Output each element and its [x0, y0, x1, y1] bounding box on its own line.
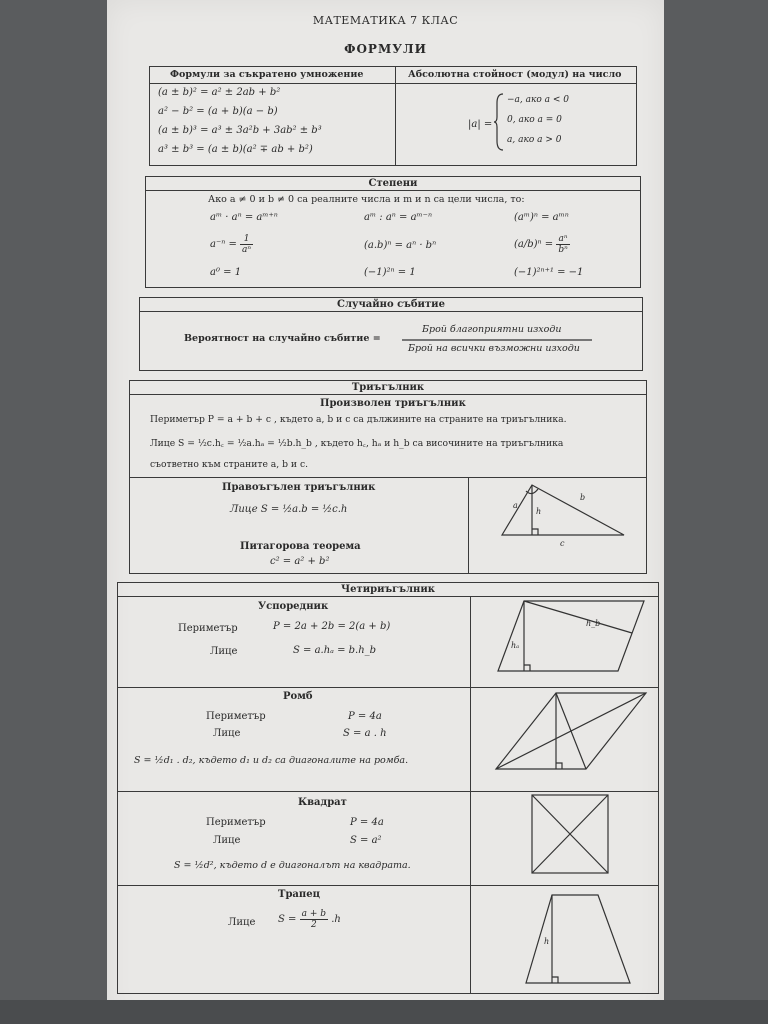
- right-triangle-area: Лице S = ½a.b = ½c.h: [230, 504, 348, 515]
- parallelogram-perimeter-label: Периметър: [178, 623, 238, 634]
- section-quadrilateral: [117, 582, 659, 994]
- power-product: aᵐ · aⁿ = aᵐ⁺ⁿ: [210, 212, 278, 223]
- power-zero: a⁰ = 1: [210, 267, 242, 278]
- section-random-event: [139, 297, 643, 371]
- arbitrary-triangle-title: Произволен триъгълник: [320, 398, 466, 409]
- power-of-product: (a.b)ⁿ = aⁿ · bⁿ: [364, 240, 437, 251]
- square-perimeter: P = 4a: [350, 817, 384, 828]
- formula-square: (a ± b)² = a² ± 2ab + b²: [158, 87, 281, 98]
- powers-header: Степени: [146, 177, 640, 191]
- section-triangle: [129, 380, 647, 574]
- square-perimeter-label: Периметър: [206, 817, 266, 828]
- rhombus-perimeter: P = 4a: [348, 711, 382, 722]
- rhombus-perimeter-label: Периметър: [206, 711, 266, 722]
- section-multiplication-abs: [149, 66, 637, 166]
- abs-value-header: Абсолютна стойност (модул) на число: [408, 69, 622, 80]
- power-minus-one-even: (−1)²ⁿ = 1: [364, 267, 416, 278]
- triangle-header: Триъгълник: [130, 381, 646, 395]
- trapezoid-figure: [518, 887, 638, 987]
- triangle-area: Лице S = ½c.h꜀ = ½a.hₐ = ½b.h_b , където h꜀, hₐ и h_b са височините на триъгълника: [150, 438, 564, 449]
- rhombus-area-label: Лице: [213, 728, 241, 739]
- rhombus-diagonal-area: S = ½d₁ . d₂, където d₁ и d₂ са диагоналите на ромба.: [134, 755, 409, 766]
- paper-sheet: [107, 0, 664, 1024]
- formula-sum-cubes: a³ ± b³ = (a ± b)(a² ∓ ab + b²): [158, 144, 313, 155]
- background-shadow: [0, 1000, 768, 1024]
- trap-label-h: h: [544, 937, 550, 946]
- power-minus-one-odd: (−1)²ⁿ⁺¹ = −1: [514, 267, 584, 278]
- rhombus-area: S = a . h: [343, 728, 387, 739]
- parallelogram-title: Успоредник: [258, 601, 329, 612]
- document-title: МАТЕМАТИКА 7 КЛАС: [312, 14, 459, 27]
- power-negative: a⁻ⁿ = $\frac{1}{\text{aⁿ}}$: [210, 234, 252, 255]
- triangle-perimeter: Периметър P = a + b + c , където a, b и c са дължините на страните на триъгълника.: [150, 414, 567, 425]
- abs-case-zero: 0, ако a = 0: [507, 115, 562, 125]
- power-quotient: aᵐ : aⁿ = aᵐ⁻ⁿ: [364, 212, 432, 223]
- pythagorean-formula: c² = a² + b²: [270, 556, 330, 567]
- abs-lhs: |a| =: [468, 119, 493, 130]
- square-figure: [528, 793, 612, 877]
- probability-label: Вероятност на случайно събитие =: [184, 333, 381, 344]
- square-title: Квадрат: [298, 797, 347, 808]
- probability-numerator: Брой благоприятни изходи: [422, 324, 562, 335]
- rhombus-title: Ромб: [283, 691, 313, 702]
- power-of-quotient: (a/b)ⁿ = $\frac{\text{aⁿ}}{\text{bⁿ}}$: [514, 234, 568, 255]
- quadrilateral-header: Четириъгълник: [118, 583, 658, 597]
- square-area: S = a²: [350, 835, 382, 846]
- abs-case-positive: a, ако a > 0: [507, 135, 562, 145]
- rt-label-b: b: [580, 493, 586, 502]
- parallelogram-area-label: Лице: [210, 646, 238, 657]
- trapezoid-title: Трапец: [278, 889, 320, 900]
- triangle-area-continued: съответно към страните a, b и c.: [150, 459, 309, 470]
- formula-cube: (a ± b)³ = a³ ± 3a²b + 3ab² ± b³: [158, 125, 322, 136]
- probability-denominator: Брой на всички възможни изходи: [408, 343, 580, 354]
- pythagorean-title: Питагорова теорема: [240, 541, 361, 552]
- rt-label-h: h: [536, 507, 542, 516]
- par-label-hb: h_b: [586, 619, 601, 628]
- trapezoid-area-label: Лице: [228, 917, 256, 928]
- abs-case-negative: −a, ако a < 0: [507, 95, 570, 105]
- rt-label-c: c: [560, 539, 565, 548]
- square-diagonal-area: S = ½d², където d е диагоналът на квадрата.: [174, 860, 411, 871]
- multiplication-header: Формули за съкратено умножение: [170, 69, 364, 80]
- power-of-power: (aᵐ)ⁿ = aᵐⁿ: [514, 212, 569, 223]
- trapezoid-area: S = $\frac{a + b}{2}$ .h: [278, 909, 341, 930]
- parallelogram-area: S = a.hₐ = b.h_b: [293, 645, 377, 656]
- random-event-header: Случайно събитие: [140, 298, 642, 312]
- parallelogram-figure: [488, 597, 648, 677]
- par-label-ha: hₐ: [511, 641, 520, 650]
- right-triangle-figure: [492, 481, 632, 543]
- rhombus-figure: [486, 689, 656, 775]
- powers-intro: Ако a ≠ 0 и b ≠ 0 са реалните числа и m и n са цели числа, то:: [208, 194, 525, 205]
- section-powers: [145, 176, 641, 288]
- document-subtitle: ФОРМУЛИ: [344, 42, 427, 56]
- parallelogram-perimeter: P = 2a + 2b = 2(a + b): [273, 621, 391, 632]
- right-triangle-title: Правоъгълен триъгълник: [222, 482, 376, 493]
- brace-icon: [493, 93, 505, 151]
- formula-diff-squares: a² − b² = (a + b)(a − b): [158, 106, 278, 117]
- square-area-label: Лице: [213, 835, 241, 846]
- rt-label-a: a: [513, 501, 518, 510]
